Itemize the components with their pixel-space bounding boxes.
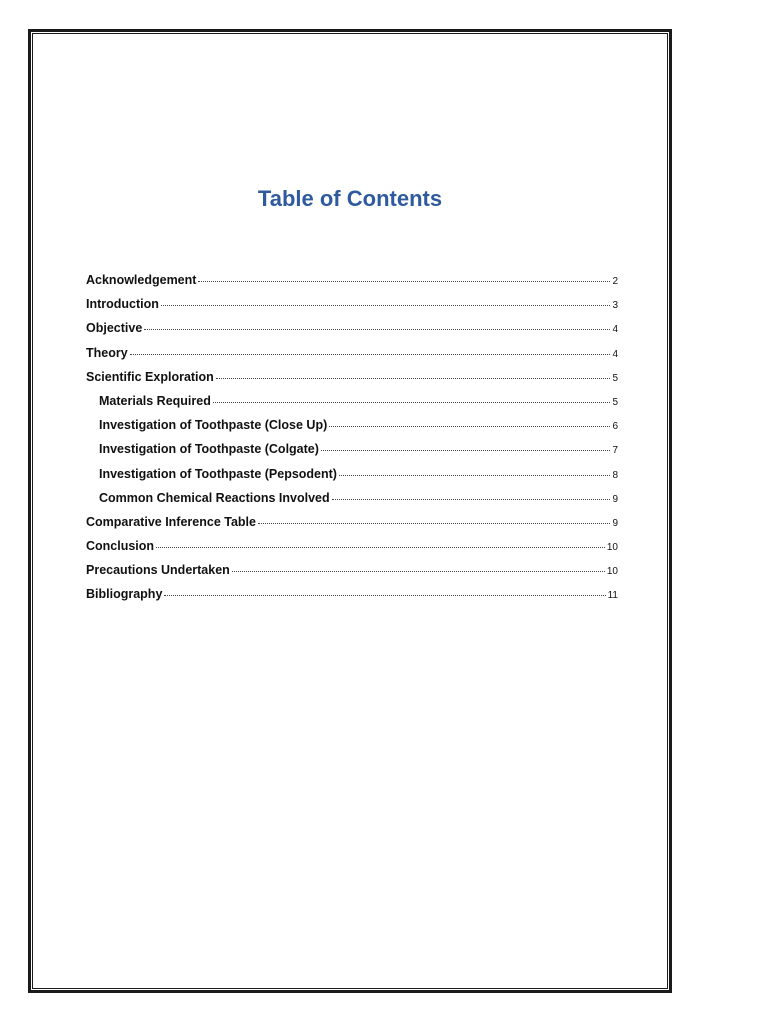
toc-page-number: 4 <box>612 348 618 360</box>
toc-page-number: 3 <box>612 300 618 312</box>
toc-dot-leader <box>161 305 611 306</box>
toc-dot-leader <box>339 475 610 476</box>
toc-page-number: 2 <box>612 276 618 287</box>
toc-page-number: 10 <box>606 542 618 554</box>
toc-entry-label: Acknowledgement <box>86 273 197 287</box>
toc-page-number: 9 <box>612 493 618 505</box>
toc-dot-leader <box>321 450 611 451</box>
toc-dot-leader <box>130 354 611 355</box>
toc-page-number: 11 <box>607 590 618 602</box>
toc-dot-leader <box>332 499 611 500</box>
toc-page-number: 9 <box>612 517 618 529</box>
toc-dot-leader <box>213 402 611 403</box>
toc-entry-label: Comparative Inference Table <box>86 514 256 529</box>
toc-page-number: 7 <box>612 445 618 457</box>
toc-entry-investigation-colgate[interactable] <box>86 442 618 466</box>
toc-entry-label: Conclusion <box>86 539 155 554</box>
toc-dot-leader <box>216 378 611 379</box>
toc-entry-label: Common Chemical Reactions Involved <box>99 490 330 505</box>
toc-entry-label: Bibliography <box>86 587 163 602</box>
toc-entry-label: Objective <box>86 321 143 336</box>
toc-dot-leader <box>258 523 610 524</box>
toc-entry-theory[interactable] <box>86 346 618 370</box>
toc-dot-leader <box>156 547 605 548</box>
toc-entry-introduction[interactable] <box>86 297 618 321</box>
toc-entry-common-chemical-reactions[interactable] <box>86 491 618 515</box>
toc-dot-leader <box>198 281 610 282</box>
toc-entry-label: Materials Required <box>99 393 211 408</box>
toc-entry-scientific-exploration[interactable] <box>86 370 618 394</box>
toc-entry-acknowledgement[interactable] <box>86 273 618 297</box>
toc-page-number: 4 <box>612 324 618 336</box>
toc-entry-label: Investigation of Toothpaste (Close Up) <box>99 418 328 433</box>
toc-page-number: 8 <box>612 469 618 481</box>
toc-entry-investigation-close-up[interactable] <box>86 418 618 442</box>
toc-page-number: 10 <box>606 566 618 578</box>
toc-dot-leader <box>144 329 610 330</box>
toc-entry-materials-required[interactable] <box>86 394 618 418</box>
toc-dot-leader <box>329 426 610 427</box>
toc-entry-comparative-inference-table[interactable] <box>86 515 618 539</box>
toc-entry-label: Scientific Exploration <box>86 369 214 384</box>
toc-dot-leader <box>232 571 605 572</box>
toc-entry-label: Investigation of Toothpaste (Pepsodent) <box>99 466 337 481</box>
toc-entry-label: Theory <box>86 345 128 360</box>
toc-page-number: 5 <box>612 372 618 384</box>
toc-list <box>86 273 618 612</box>
toc-entry-investigation-pepsodent[interactable] <box>86 467 618 491</box>
toc-entry-conclusion[interactable] <box>86 539 618 563</box>
toc-dot-leader <box>164 595 605 596</box>
toc-page-number: 6 <box>612 421 618 433</box>
toc-entry-label: Precautions Undertaken <box>86 563 230 578</box>
toc-title: Table of Contents <box>257 186 443 211</box>
toc-entry-label: Introduction <box>86 297 159 312</box>
toc-entry-label: Investigation of Toothpaste (Colgate) <box>99 442 319 457</box>
toc-entry-bibliography[interactable] <box>86 587 618 611</box>
toc-entry-precautions-undertaken[interactable] <box>86 563 618 587</box>
toc-page-number: 5 <box>612 396 618 408</box>
toc-entry-objective[interactable] <box>86 321 618 345</box>
